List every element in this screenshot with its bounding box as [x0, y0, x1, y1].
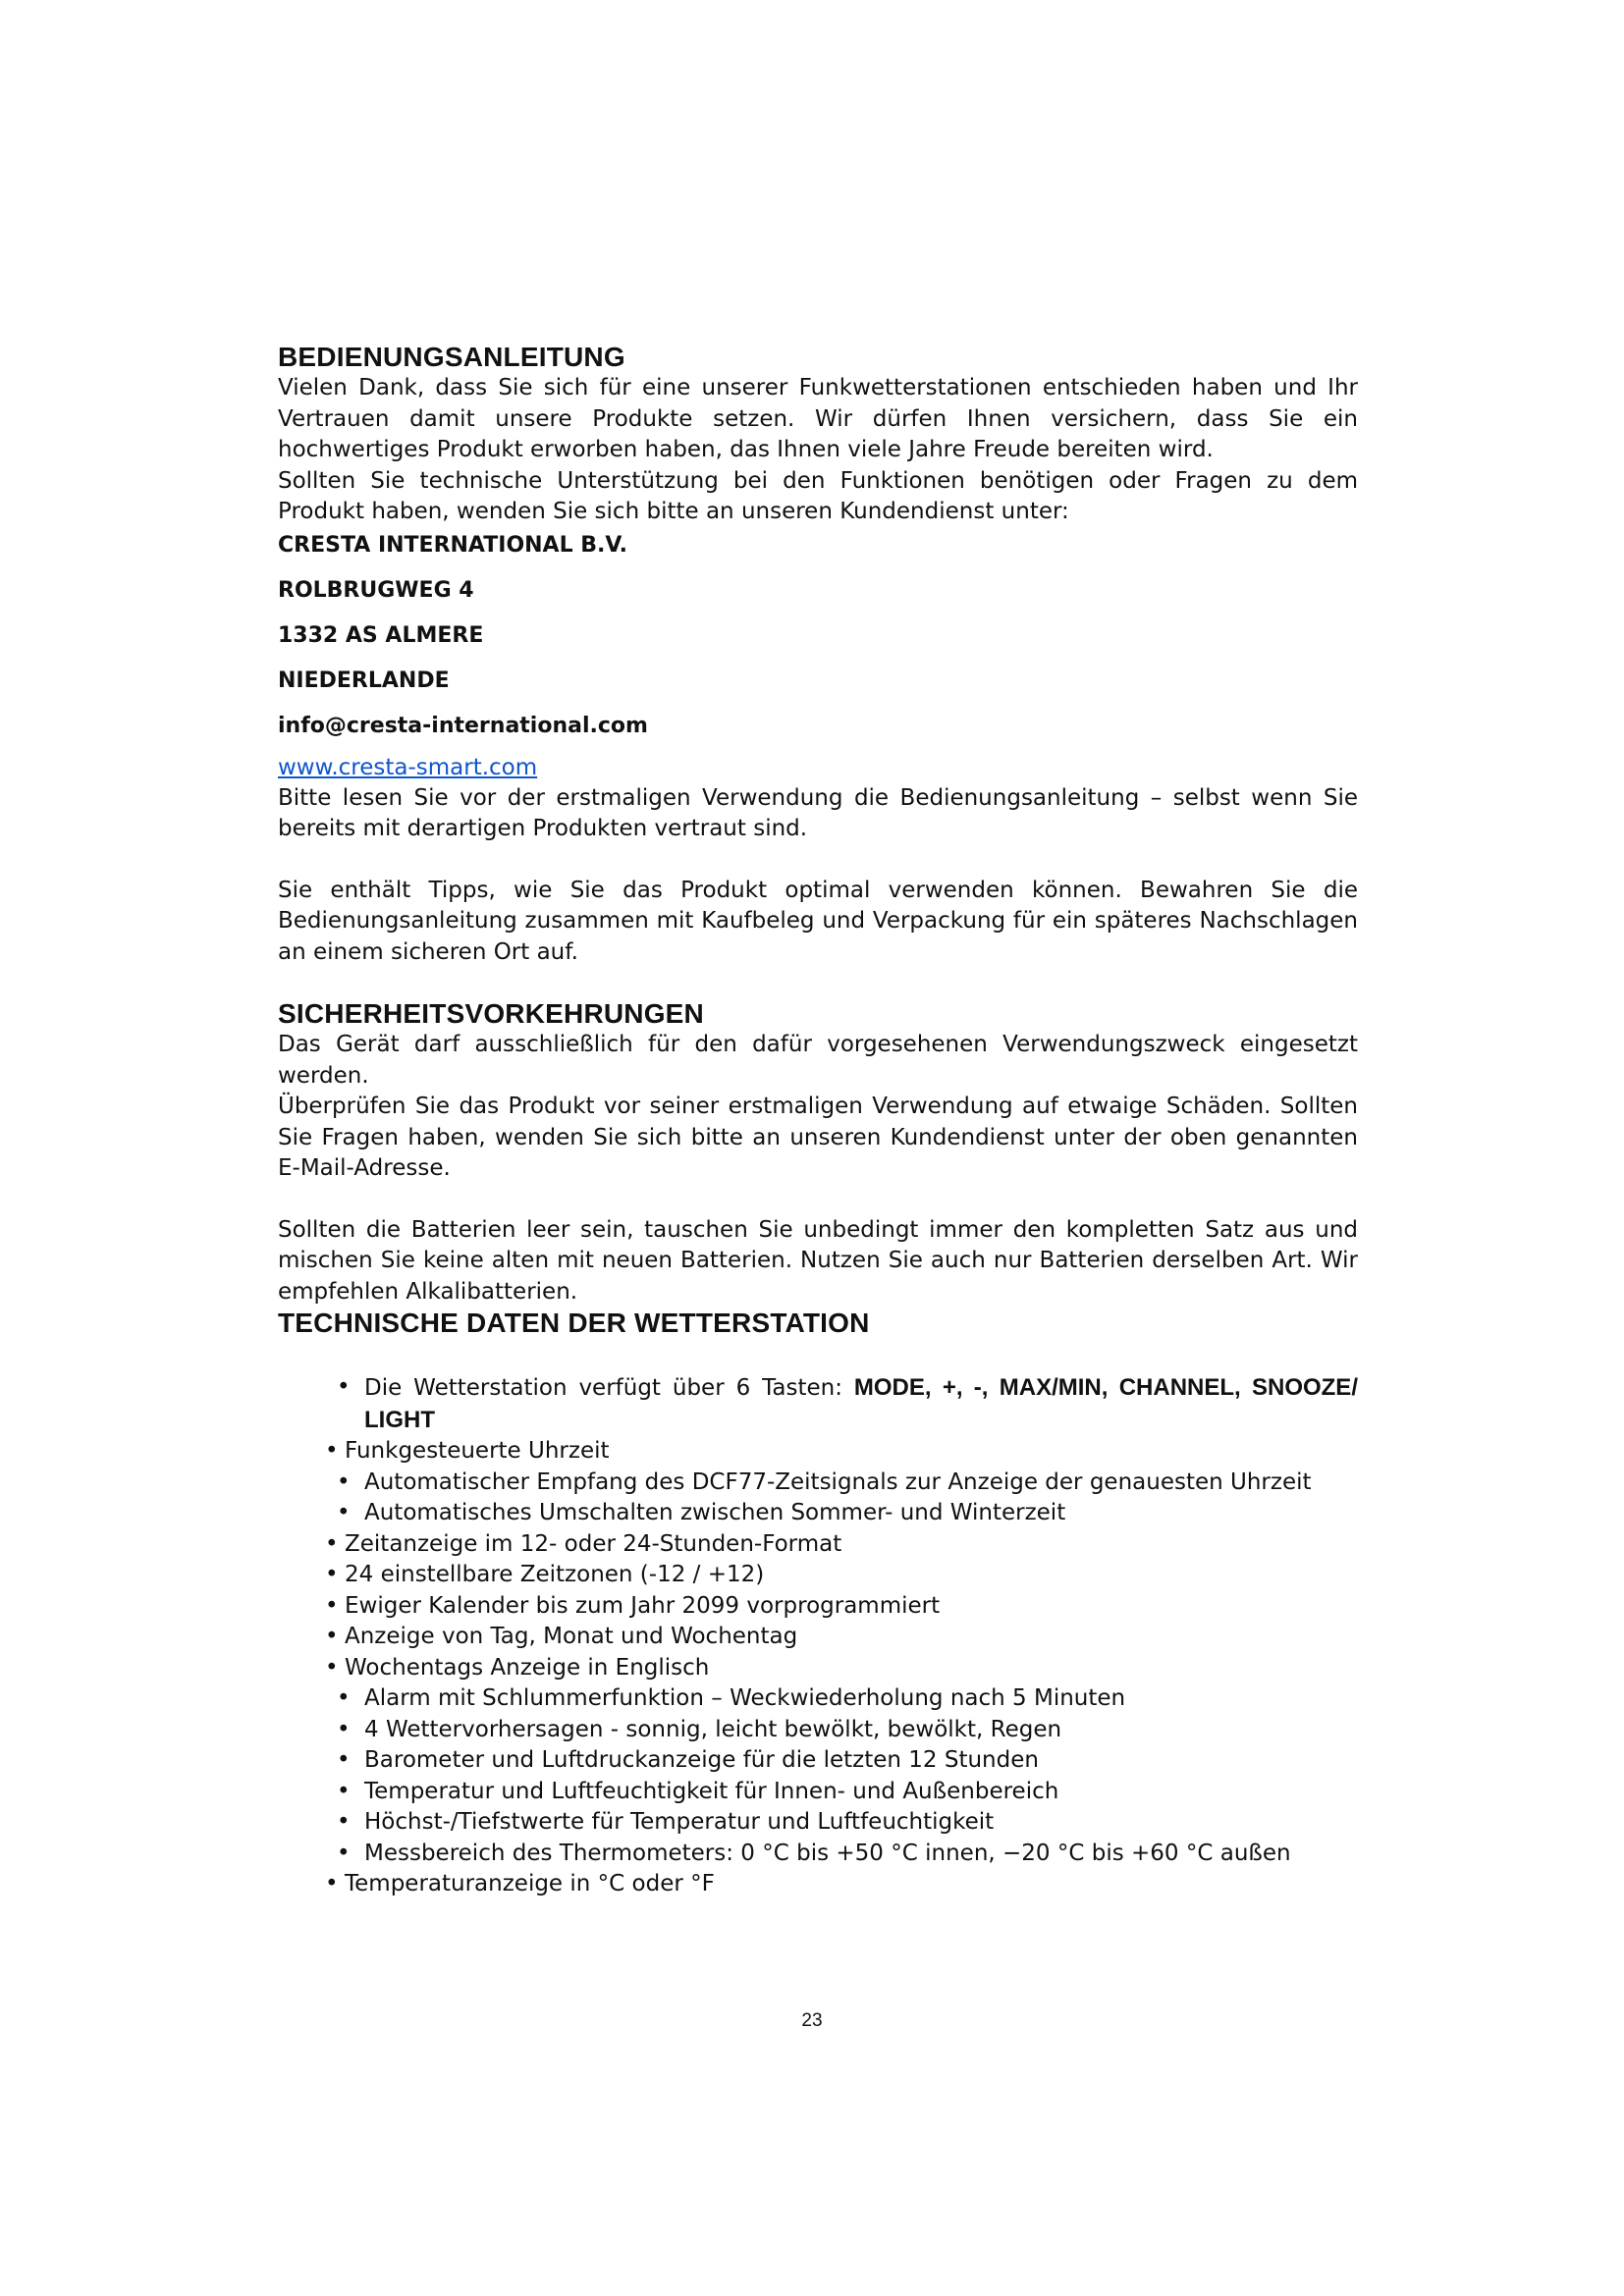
list-item-text: Automatisches Umschalten zwischen Sommer- und Winterzeit: [364, 1500, 1066, 1525]
battery-paragraph: Sollten die Batterien leer sein, tauschen Sie unbedingt immer den kompletten Satz aus und mischen Sie keine alten mit neuen Batterien. Nutzen Sie auch nur Batterien derselben Art. Wir empfehlen Alkalibatterien.: [278, 1216, 1358, 1305]
list-item-text: Alarm mit Schlummerfunktion – Weckwiederholung nach 5 Minuten: [364, 1685, 1126, 1711]
list-item-text: Automatischer Empfang des DCF77-Zeitsignals zur Anzeige der genauesten Uhrzeit: [364, 1468, 1312, 1495]
list-item-text: Ewiger Kalender bis zum Jahr 2099 vorprogrammiert: [345, 1592, 941, 1619]
support-email: info@cresta-international.com: [278, 713, 648, 738]
list-item: [278, 1622, 1358, 1653]
address-country: NIEDERLANDE: [278, 667, 450, 693]
bullet-icon: •: [325, 1562, 339, 1587]
list-item-text: Temperaturanzeige in °C oder °F: [345, 1871, 715, 1896]
list-item: [278, 1529, 1358, 1561]
list-item-text: Messbereich des Thermometers: 0 °C bis +50 °C innen, −20 °C bis +60 °C außen: [364, 1840, 1291, 1866]
heading-operating-instructions: BEDIENUNGSANLEITUNG: [278, 342, 625, 372]
bullet-icon: •: [337, 1716, 351, 1742]
bullet-icon: •: [325, 1530, 339, 1557]
bullet-icon: •: [325, 1438, 339, 1464]
spec-list: [278, 1372, 1358, 1900]
read-instructions-paragraph: Bitte lesen Sie vor der erstmaligen Verwendung die Bedienungsanleitung – selbst wenn Sie bereits mit derartigen Produkten vertraut sind.: [278, 784, 1358, 841]
bullet-icon: •: [337, 1500, 351, 1525]
list-item: [278, 1777, 1358, 1808]
bullet-icon: •: [337, 1809, 351, 1835]
list-item-text: Höchst-/Tiefstwerte für Temperatur und Luftfeuchtigkeit: [364, 1809, 995, 1835]
bullet-icon: •: [337, 1778, 351, 1804]
intro-paragraph: Vielen Dank, dass Sie sich für eine unserer Funkwetterstationen entschieden haben und Ihr Vertrauen damit unsere Produkte setzen. Wir dürfen Ihnen versichern, dass Sie ein hochwertiges Produkt erworben haben, das Ihnen viele Jahre Freude bereiten wird.: [278, 375, 1358, 462]
list-item-text: Barometer und Luftdruckanzeige für die letzten 12 Stunden: [364, 1747, 1039, 1773]
intended-use-paragraph: Das Gerät darf ausschließlich für den dafür vorgesehenen Verwendungszweck eingesetzt werden.: [278, 1032, 1358, 1089]
address-street: ROLBRUGWEG 4: [278, 577, 474, 603]
list-item-text: Wochentags Anzeige in Englisch: [345, 1654, 710, 1681]
heading-safety: SICHERHEITSVORKEHRUNGEN: [278, 998, 704, 1029]
company-name: CRESTA INTERNATIONAL B.V.: [278, 532, 627, 558]
tips-paragraph: Sie enthält Tipps, wie Sie das Produkt optimal verwenden können. Bewahren Sie die Bedienungsanleitung zusammen mit Kaufbeleg und Verpackung für ein späteres Nachschlagen an einem sicheren Ort auf.: [278, 877, 1358, 965]
bullet-icon: •: [337, 1685, 351, 1711]
company-address: [278, 530, 1358, 741]
list-item: [278, 1715, 1358, 1746]
list-item: [278, 1683, 1358, 1715]
list-item-text: 24 einstellbare Zeitzonen (-12 / +12): [345, 1562, 765, 1587]
list-item-text: Anzeige von Tag, Monat und Wochentag: [345, 1624, 798, 1649]
keys-list: MODE, +, -, MAX/MIN, CHANNEL, SNOOZE/ LIGHT: [364, 1374, 1358, 1433]
list-item: [278, 1745, 1358, 1777]
support-paragraph: Sollten Sie technische Unterstützung bei den Funktionen benötigen oder Fragen zu dem Produkt haben, wenden Sie sich bitte an unseren Kundendienst unter:: [278, 467, 1358, 524]
page-number: 23: [801, 2010, 823, 2031]
bullet-icon: •: [337, 1374, 351, 1400]
list-item: [278, 1436, 1358, 1468]
list-item: [278, 1372, 1358, 1436]
list-item: [278, 1869, 1358, 1900]
list-item: [278, 1468, 1358, 1499]
bullet-icon: •: [325, 1624, 339, 1649]
list-item-text: Temperatur und Luftfeuchtigkeit für Innen- und Außenbereich: [364, 1778, 1059, 1804]
list-item: [278, 1498, 1358, 1529]
list-item-text: 4 Wettervorhersagen - sonnig, leicht bewölkt, bewölkt, Regen: [364, 1716, 1062, 1742]
bullet-icon: •: [337, 1468, 351, 1495]
bullet-icon: •: [325, 1871, 339, 1896]
bullet-icon: •: [325, 1654, 339, 1681]
list-item: [278, 1807, 1358, 1839]
manual-page: [278, 342, 1358, 1900]
list-item: [278, 1839, 1358, 1870]
list-item: [278, 1560, 1358, 1591]
address-city: 1332 AS ALMERE: [278, 622, 484, 648]
bullet-icon: •: [325, 1592, 339, 1619]
heading-technical-data: TECHNISCHE DATEN DER WETTERSTATION: [278, 1308, 870, 1338]
inspection-paragraph: Überprüfen Sie das Produkt vor seiner erstmaligen Verwendung auf etwaige Schäden. Sollten Sie Fragen haben, wenden Sie sich bitte an unseren Kundendienst unter der oben genannten E-Mail-Adresse.: [278, 1094, 1358, 1181]
bullet-icon: •: [337, 1840, 351, 1866]
list-item-text: Zeitanzeige im 12- oder 24-Stunden-Format: [345, 1530, 842, 1557]
list-item: [278, 1653, 1358, 1684]
list-item-text: Funkgesteuerte Uhrzeit: [345, 1438, 610, 1464]
bullet-icon: •: [337, 1747, 351, 1773]
list-item: [278, 1591, 1358, 1623]
website-link[interactable]: www.cresta-smart.com: [278, 754, 538, 780]
keys-intro: Die Wetterstation verfügt über 6 Tasten:: [364, 1375, 854, 1401]
